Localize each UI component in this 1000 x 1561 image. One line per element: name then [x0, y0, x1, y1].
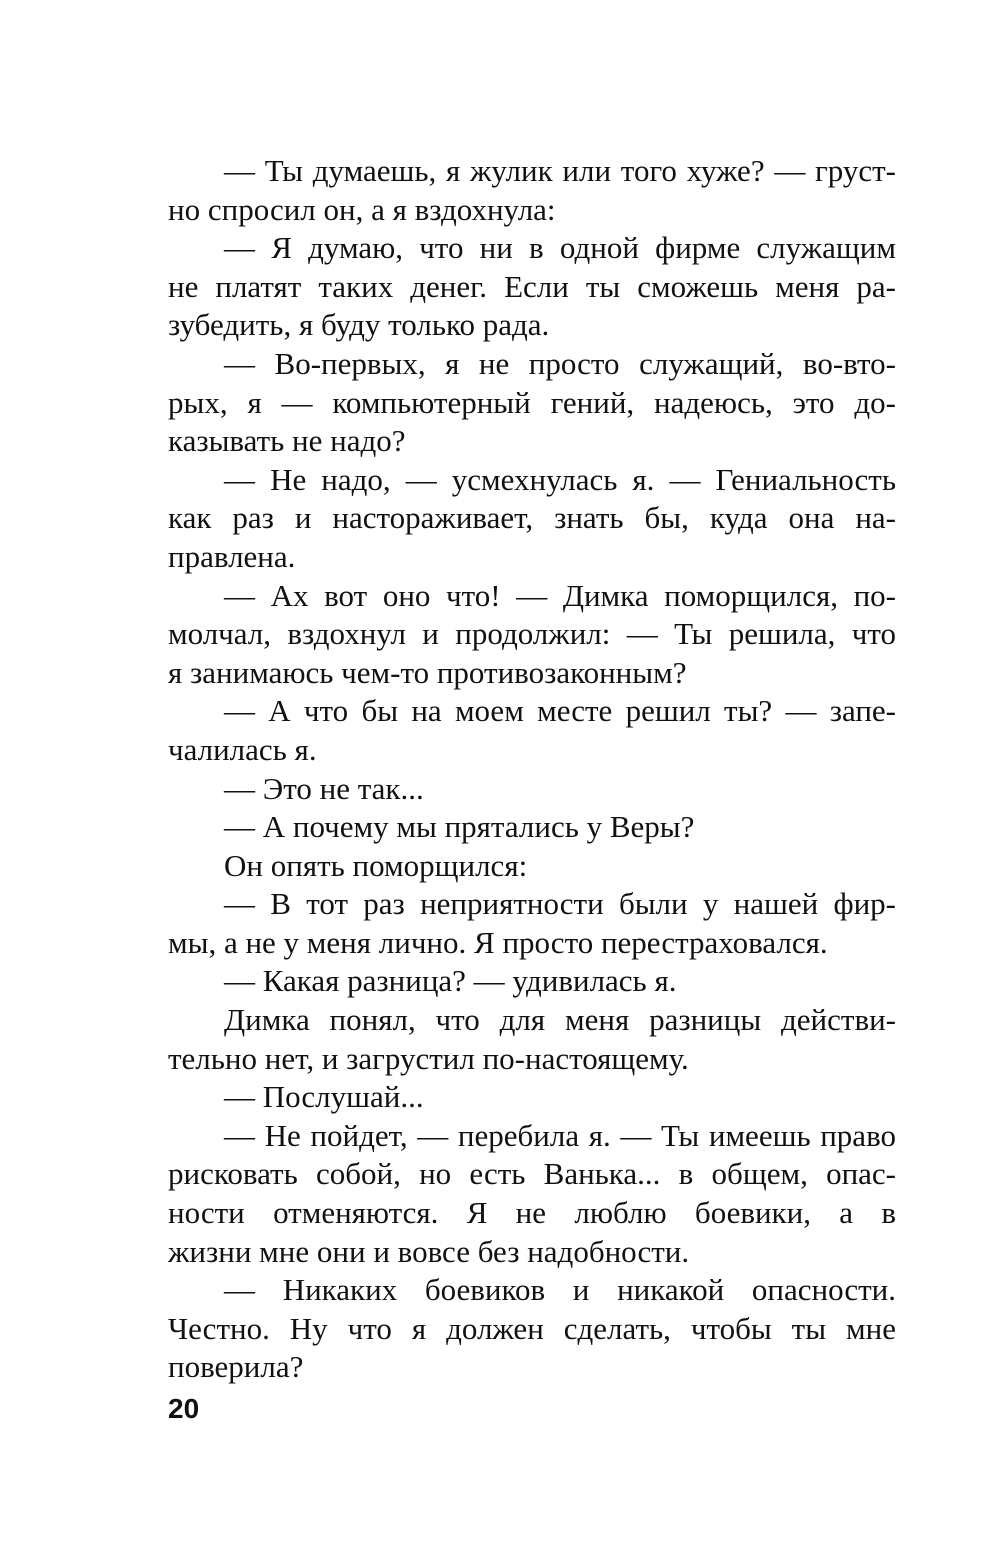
text-line: зубедить, я буду только рада. [168, 307, 550, 343]
text-line: — Это не так... [224, 770, 424, 806]
text-line: я занимаюсь чем-то противозаконным? [168, 654, 687, 690]
text-line: не платят таких денег. Если ты сможешь меня ра- [168, 268, 896, 304]
text-line: — Не надо, — усмехнулась я. — Гениальность [224, 461, 896, 497]
text-line: поверила? [168, 1349, 304, 1385]
text-line: — Послушай... [224, 1079, 424, 1115]
text-line: Он опять поморщился: [224, 847, 528, 883]
text-line: ности отменяются. Я не люблю боевики, а в [168, 1195, 896, 1231]
text-line: — Ах вот оно что! — Димка поморщился, по- [224, 577, 896, 613]
text-line: — Никаких боевиков и никакой опасности. [224, 1272, 896, 1308]
text-line: молчал, вздохнул и продолжил: — Ты решила, что [168, 616, 896, 652]
text-line: чалилась я. [168, 731, 317, 767]
text-line: мы, а не у меня лично. Я просто перестраховался. [168, 924, 828, 960]
text-line: Честно. Ну что я должен сделать, чтобы ты мне [168, 1310, 896, 1346]
text-line: — Ты думаешь, я жулик или того хуже? — груст- [224, 153, 896, 188]
text-line: — Какая разница? — удивилась я. [224, 963, 677, 999]
text-line: жизни мне они и вовсе без надобности. [168, 1233, 690, 1269]
text-line: как раз и настораживает, знать бы, куда она на- [168, 500, 896, 536]
text-line: казывать не надо? [168, 423, 406, 459]
body-text [168, 152, 896, 1387]
text-line: — А почему мы прятались у Веры? [224, 809, 695, 845]
text-line: — Не пойдет, — перебила я. — Ты имеешь право [224, 1117, 896, 1153]
text-line: — В тот раз неприятности были у нашей фир- [224, 886, 896, 922]
page-number: 20 [168, 1393, 200, 1424]
text-line: тельно нет, и загрустил по-настоящему. [168, 1040, 689, 1076]
text-line: — Я думаю, что ни в одной фирме служащим [224, 230, 896, 266]
text-line: — Во-первых, я не просто служащий, во-вто- [224, 345, 896, 381]
text-line: рых, я — компьютерный гений, надеюсь, это до- [168, 384, 896, 420]
text-line: — А что бы на моем месте решил ты? — запе- [224, 693, 896, 729]
text-line: Димка понял, что для меня разницы действи- [224, 1002, 896, 1038]
text-line: но спросил он, а я вздохнула: [168, 191, 556, 227]
text-line: рисковать собой, но есть Ванька... в общем, опас- [168, 1156, 896, 1192]
text-line: правлена. [168, 538, 296, 574]
